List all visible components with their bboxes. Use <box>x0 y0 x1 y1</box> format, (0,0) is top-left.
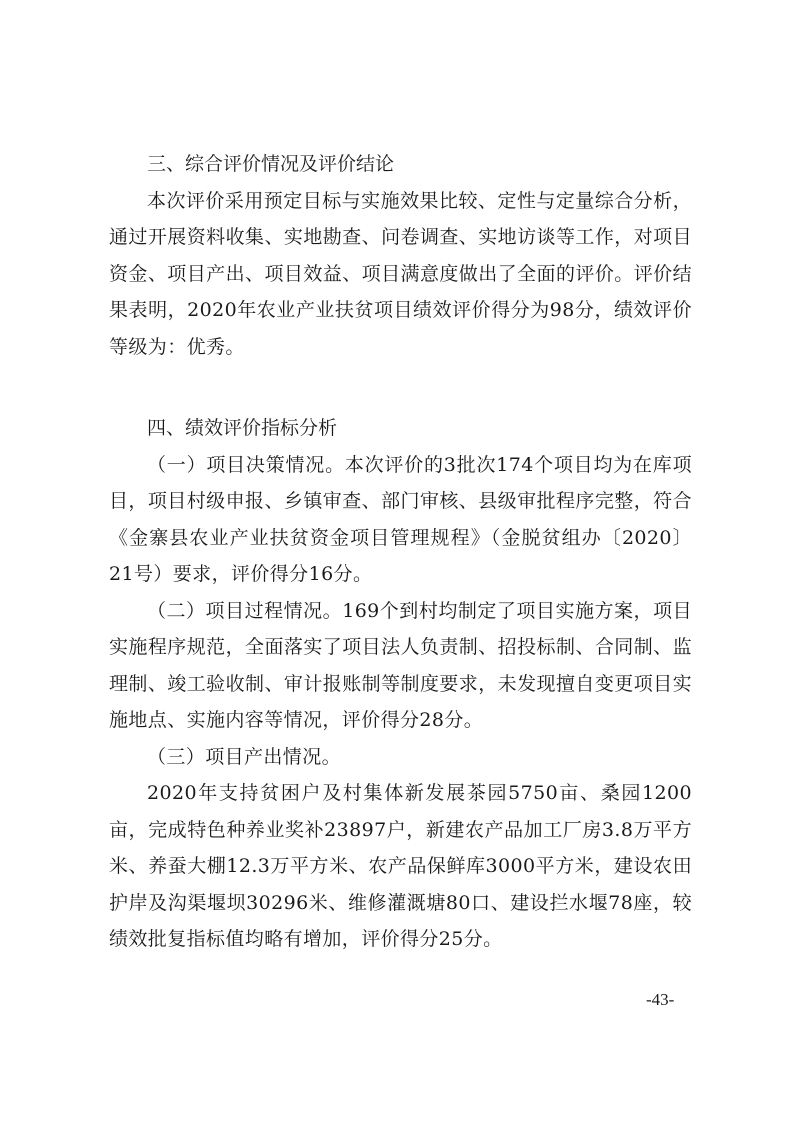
project-output-heading: （三）项目产出情况。 <box>147 745 342 768</box>
project-output-paragraph: 2020年支持贫困户及村集体新发展茶园5750亩、桑园1200亩，完成特色种养业奖补23897户，新建农产品加工厂房3.8万平方米、养蚕大棚12.3万平方米、农产品保鲜库3000平方米，建设农田护岸及沟渠堰坝30296米、维修灌溉塘80口、建设拦水堰78座，较绩效批复指标值均略有增加，评价得分25分。 <box>109 782 692 950</box>
section-3-paragraph: 本次评价采用预定目标与实施效果比较、定性与定量综合分析，通过开展资料收集、实地勘查、问卷调查、实地访谈等工作，对项目资金、项目产出、项目效益、项目满意度做出了全面的评价。评价结果表明，2020年农业产业扶贫项目绩效评价得分为98分，绩效评价等级为：优秀。 <box>109 189 692 358</box>
section-4-heading: 四、绩效评价指标分析 <box>147 417 338 439</box>
project-decision-paragraph: （一）项目决策情况。本次评价的3批次174个项目均为在库项目，项目村级申报、乡镇审查、部门审核、县级审批程序完整，符合《金寨县农业产业扶贫资金项目管理规程》（金脱贫组办〔2020〕21号）要求，评价得分16分。 <box>109 453 692 585</box>
project-process-paragraph: （二）项目过程情况。169个到村均制定了项目实施方案，项目实施程序规范，全面落实了项目法人负责制、招投标制、合同制、监理制、竣工验收制、审计报账制等制度要求，未发现擅自变更项目实施地点、实施内容等情况，评价得分28分。 <box>109 599 692 731</box>
section-4 <box>109 410 692 958</box>
section-3 <box>109 146 692 365</box>
section-3-heading: 三、综合评价情况及评价结论 <box>147 153 395 175</box>
page-number: -43- <box>646 990 675 1009</box>
